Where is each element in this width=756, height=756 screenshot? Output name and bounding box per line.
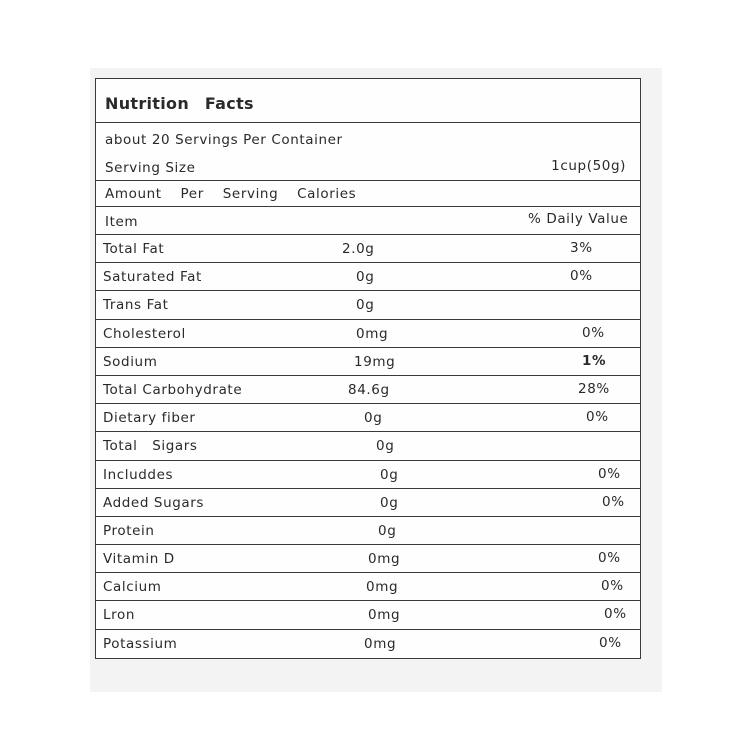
nutrient-row [96,630,640,658]
nutrient-amount: 0g [376,438,395,455]
serving-info [96,123,640,181]
nutrient-name: Added Sugars [103,494,205,511]
nutrient-name: Total Sigars [103,438,198,455]
nutrient-amount: 0g [356,297,375,314]
nutrient-name: Total Fat [103,241,165,257]
nutrient-daily-value: 28% [578,380,610,397]
nutrient-name: Total Carbohydrate [103,381,243,398]
nutrient-amount: 0g [380,466,399,483]
serving-size-label: Serving Size [105,160,196,176]
nutrient-daily-value: 0% [602,493,625,510]
nutrient-name: Vitamin D [103,551,175,568]
nutrient-daily-value: 1% [582,352,607,369]
nutrient-name: Calcium [103,579,162,596]
nutrient-daily-value: 0% [598,465,621,482]
nutrient-amount: 19mg [354,353,396,370]
nutrient-amount: 0mg [368,551,401,568]
nutrient-daily-value: 3% [570,240,593,256]
nutrient-amount: 0mg [366,579,399,596]
nutrient-amount: 0mg [364,635,397,652]
nutrient-name: Saturated Fat [103,269,202,286]
nutrient-amount: 0g [380,494,399,511]
nutrient-name: Includdes [103,466,174,483]
nutrient-amount: 0g [378,522,397,539]
nutrient-name: Protein [103,522,155,539]
nutrient-daily-value: 0% [598,550,621,567]
nutrient-name: Potassium [103,635,178,652]
serving-size-value: 1cup(50g) [551,158,626,174]
nutrient-row [96,291,640,319]
nutrient-row [96,461,640,489]
nutrient-amount: 0mg [368,607,401,624]
nutrient-amount: 0g [356,269,375,286]
servings-per-container: about 20 Servings Per Container [105,132,343,148]
amount-per-serving: Amount Per Serving Calories [105,186,357,202]
nutrient-row [96,376,640,404]
nutrient-row [96,489,640,517]
nutrient-row [96,545,640,573]
nutrient-row [96,517,640,545]
nutrient-name: Lron [103,607,135,624]
nutrient-daily-value: 0% [582,324,605,341]
nutrient-name: Trans Fat [103,297,169,314]
nutrient-name: Cholesterol [103,325,186,342]
nutrient-daily-value: 0% [586,409,609,426]
nutrient-name: Dietary fiber [103,410,196,427]
nutrition-facts-label [95,78,641,659]
nutrient-amount: 2.0g [342,241,375,257]
title-row [96,79,640,123]
nutrient-amount: 0g [364,410,383,427]
nutrient-amount: 84.6g [348,381,390,398]
nutrient-daily-value: 0% [570,268,593,285]
nutrient-row [96,348,640,376]
nutrient-name: Sodium [103,353,158,370]
nutrient-daily-value: 0% [601,578,624,595]
column-item: Item [105,214,139,230]
nutrient-amount: 0mg [356,325,389,342]
nutrient-list [96,235,640,658]
nutrient-row [96,320,640,348]
column-daily-value: % Daily Value [528,211,629,227]
nutrient-row [96,235,640,263]
amount-per-serving-row [96,181,640,207]
nutrient-row [96,573,640,601]
nutrient-row [96,432,640,460]
nutrient-row [96,601,640,629]
nutrient-daily-value: 0% [604,606,627,623]
nutrient-daily-value: 0% [599,634,622,651]
nutrient-row [96,404,640,432]
label-title: Nutrition Facts [105,94,254,113]
nutrient-row [96,263,640,291]
column-header-row [96,207,640,235]
